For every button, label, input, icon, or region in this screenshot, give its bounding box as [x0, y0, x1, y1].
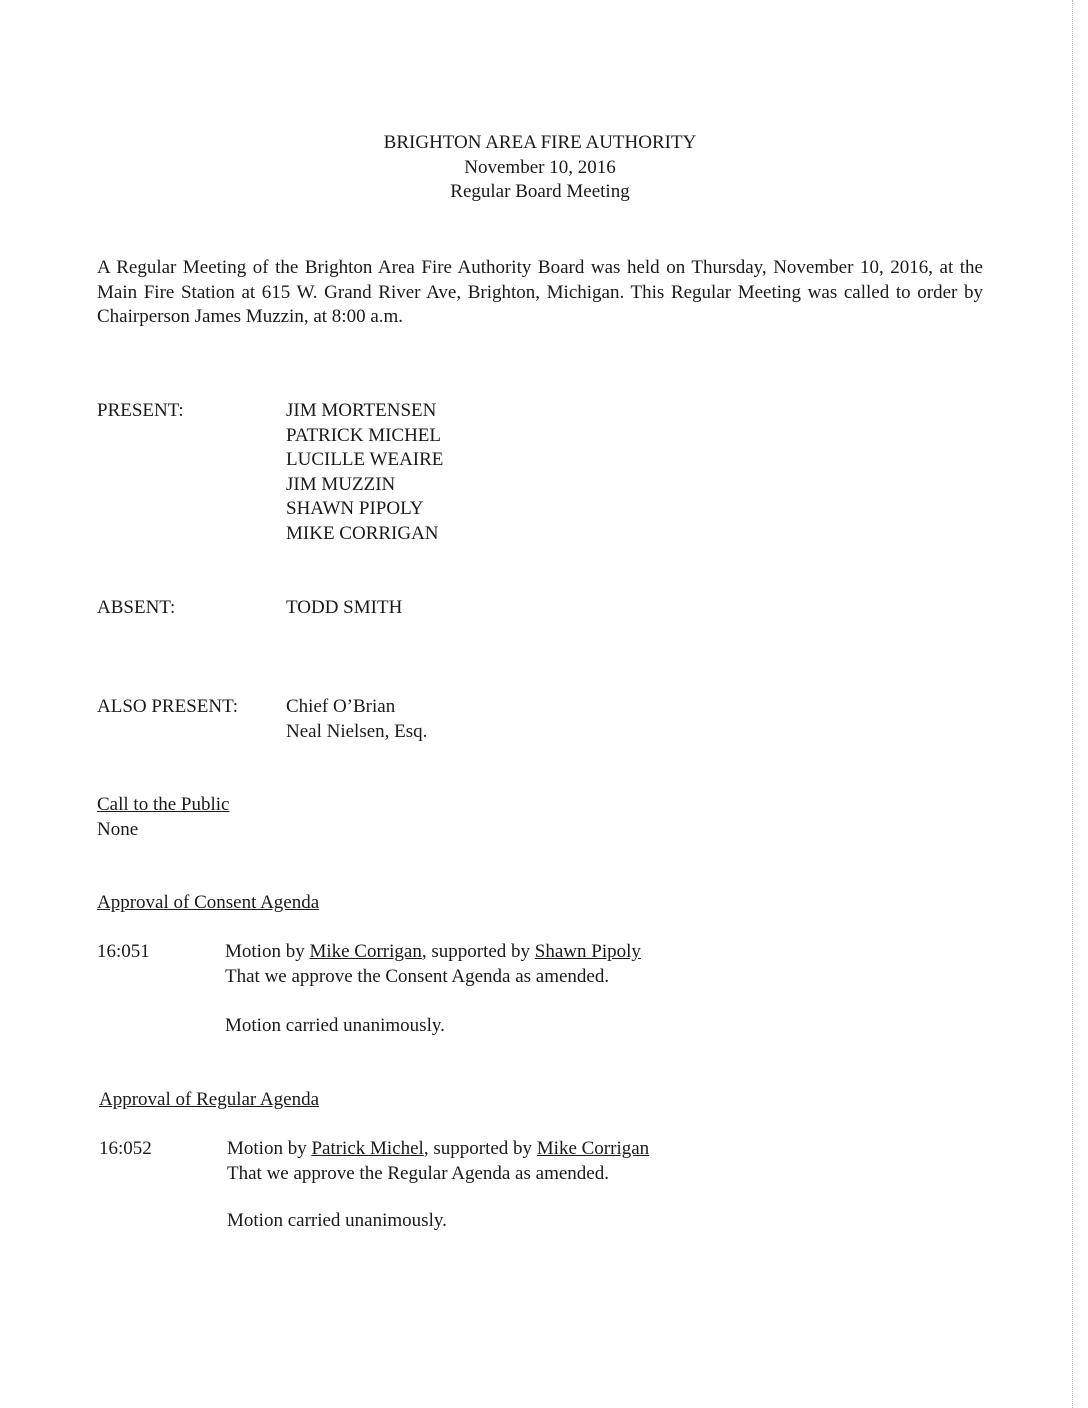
regular-agenda-heading: Approval of Regular Agenda: [99, 1089, 320, 1110]
motion-prefix: Motion by: [227, 1138, 312, 1159]
absent-label: ABSENT:: [97, 597, 176, 618]
meeting-type: Regular Board Meeting: [450, 181, 630, 202]
mover-name: Mike Corrigan: [309, 941, 422, 962]
present-name: PATRICK MICHEL: [286, 424, 442, 446]
meeting-date: November 10, 2016: [464, 156, 616, 178]
call-to-public-heading: Call to the Public: [97, 794, 230, 815]
document-header: [0, 131, 1080, 205]
motion-statement: [227, 1137, 649, 1162]
also-present-name: Chief O’Brian: [286, 696, 396, 717]
motion-number: 16:051: [97, 941, 150, 962]
supported-by-text: , supported by: [421, 941, 535, 962]
present-name: JIM MORTENSEN: [286, 400, 437, 421]
motion-statement: [225, 940, 641, 965]
consent-agenda-heading: Approval of Consent Agenda: [97, 892, 320, 913]
page-edge-line: [1072, 0, 1073, 1408]
motion-prefix: Motion by: [225, 941, 310, 962]
motion-result: Motion carried unanimously.: [225, 1015, 445, 1036]
motion-result: Motion carried unanimously.: [227, 1210, 447, 1231]
intro-text: A Regular Meeting of the Brighton Area Fire Authority Board was held on Thursday, November 10, 2016, at the Main Fire Station at 615 W. Grand River Ave, Brighton, Michigan. This Regular Meeting was called to order by Chairperson James Muzzin, at 8:00 a.m.: [97, 257, 983, 327]
motion-resolution: That we approve the Regular Agenda as amended.: [227, 1163, 609, 1184]
present-name: MIKE CORRIGAN: [286, 522, 439, 544]
supporter-name: Shawn Pipoly: [534, 941, 641, 962]
present-name: JIM MUZZIN: [286, 473, 396, 495]
supported-by-text: , supported by: [423, 1138, 537, 1159]
present-label: PRESENT:: [97, 400, 184, 421]
mover-name: Patrick Michel: [311, 1138, 424, 1159]
organization-title: BRIGHTON AREA FIRE AUTHORITY: [383, 132, 697, 153]
motion-number: 16:052: [99, 1138, 152, 1159]
present-name: SHAWN PIPOLY: [286, 498, 424, 519]
absent-names: [286, 596, 402, 621]
supporter-name: Mike Corrigan: [536, 1138, 650, 1159]
also-present-names: [286, 695, 427, 744]
present-names: [286, 399, 443, 546]
intro-paragraph: [97, 256, 983, 330]
motion-resolution: That we approve the Consent Agenda as amended.: [225, 966, 610, 987]
call-to-public-text: None: [97, 819, 139, 840]
absent-name: TODD SMITH: [286, 597, 403, 618]
also-present-label: ALSO PRESENT:: [97, 696, 239, 717]
also-present-name: Neal Nielsen, Esq.: [286, 720, 428, 742]
present-name: LUCILLE WEAIRE: [286, 449, 444, 470]
